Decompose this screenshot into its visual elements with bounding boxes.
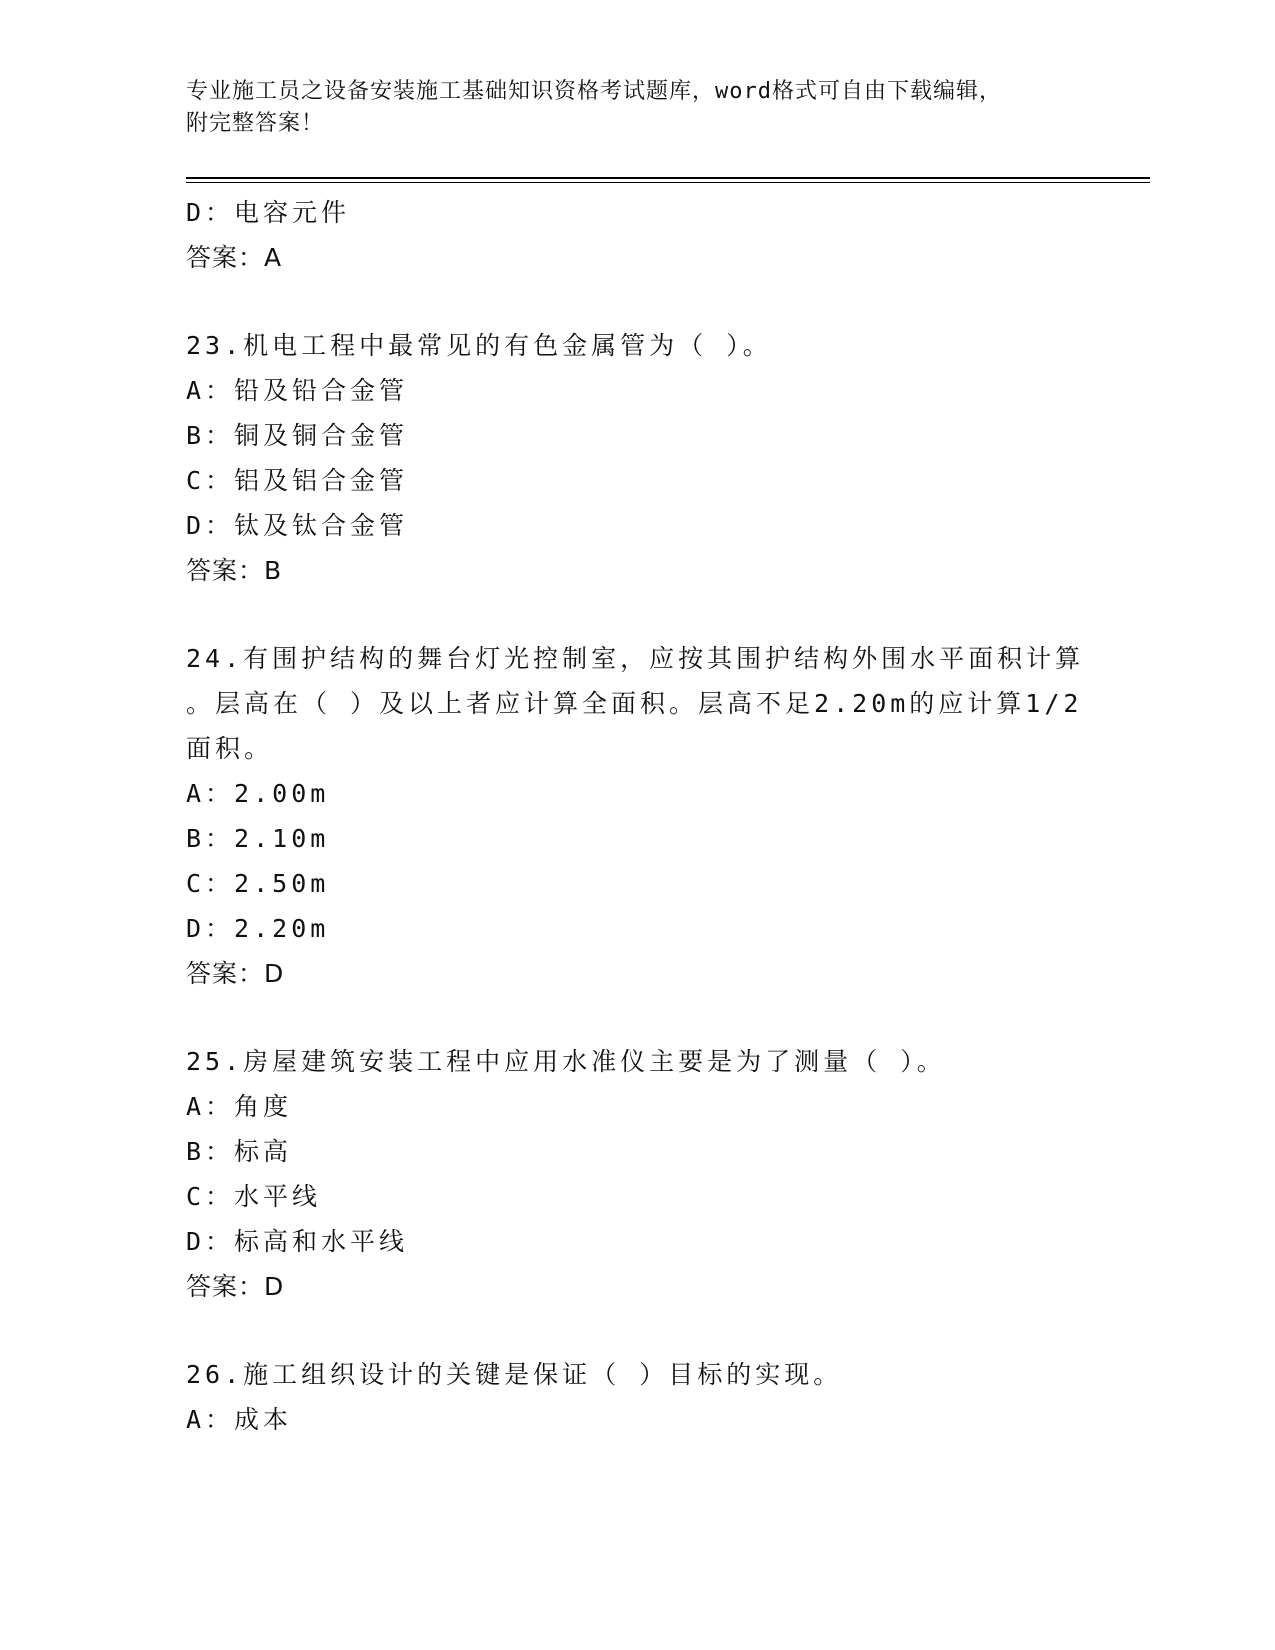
option-d: D：2.20m [186, 914, 330, 943]
question-stem: 23.机电工程中最常见的有色金属管为（ ）。 [186, 331, 772, 360]
option-c: C：铝及铝合金管 [186, 466, 409, 495]
question-25 [186, 1039, 1086, 1309]
header-line-2: 附完整答案！ [186, 111, 325, 136]
spacer [186, 593, 1086, 636]
option-d: D：钛及钛合金管 [186, 511, 409, 540]
option-a: A：铅及铅合金管 [186, 376, 409, 405]
question-stem-line-1: 24.有围护结构的舞台灯光控制室，应按其围护结构外围水平面积计算 [186, 644, 1085, 673]
option-a: A：2.00m [186, 779, 330, 808]
question-list [186, 190, 1086, 1442]
option-d: D：电容元件 [186, 198, 351, 227]
question-stem: 26.施工组织设计的关键是保证（ ）目标的实现。 [186, 1360, 843, 1389]
option-d: D：标高和水平线 [186, 1227, 409, 1256]
option-c: C：水平线 [186, 1182, 322, 1211]
document-header [186, 76, 1086, 140]
question-22-tail [186, 190, 1086, 280]
option-c: C：2.50m [186, 869, 330, 898]
option-b: B：铜及铜合金管 [186, 421, 409, 450]
option-b: B：标高 [186, 1137, 293, 1166]
question-24 [186, 636, 1086, 996]
question-23 [186, 323, 1086, 593]
option-a: A：成本 [186, 1405, 293, 1434]
question-stem-line-3: 面积。 [186, 734, 274, 763]
spacer [186, 1309, 1086, 1352]
option-b: B：2.10m [186, 824, 330, 853]
answer-line: 答案：D [186, 959, 285, 988]
question-stem-line-2: 。层高在（ ）及以上者应计算全面积。层高不足2.20m的应计算1/2 [186, 689, 1083, 718]
spacer [186, 280, 1086, 323]
answer-line: 答案：D [186, 1272, 285, 1301]
question-26 [186, 1352, 1086, 1442]
answer-line: 答案：B [186, 556, 283, 585]
option-a: A：角度 [186, 1092, 293, 1121]
answer-line: 答案：A [186, 243, 283, 272]
spacer [186, 996, 1086, 1039]
header-rule-thin [186, 182, 1150, 183]
header-line-1: 专业施工员之设备安装施工基础知识资格考试题库，word格式可自由下载编辑， [186, 79, 1002, 104]
header-rule [186, 177, 1150, 179]
question-stem: 25.房屋建筑安装工程中应用水准仪主要是为了测量（ ）。 [186, 1047, 946, 1076]
